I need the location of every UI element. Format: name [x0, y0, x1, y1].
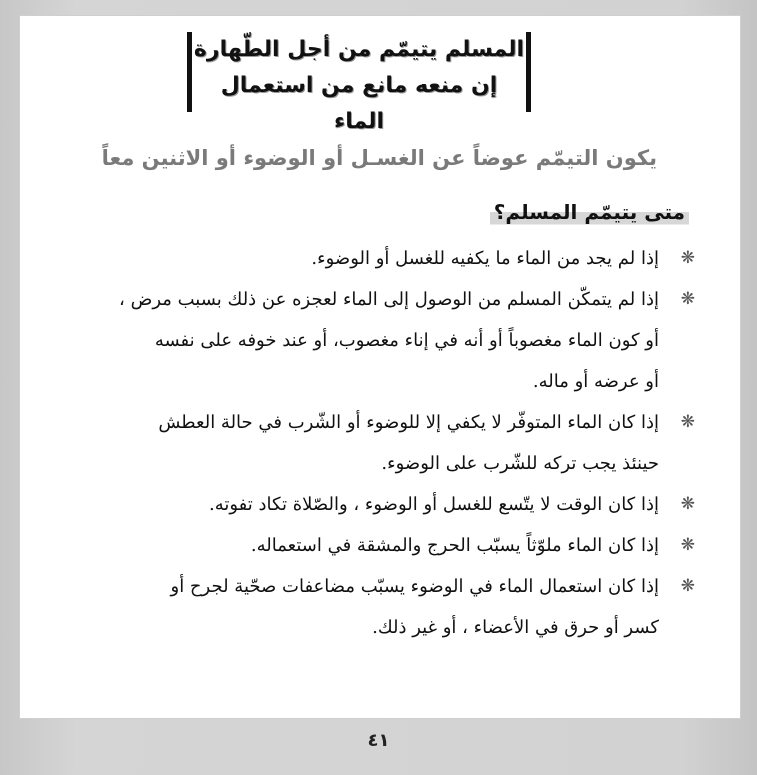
title-box — [187, 32, 531, 134]
bullet-line: إذا كان الماء المتوفّر لا يكفي إلا للوضوء أو الشّرب في حالة العطش — [158, 412, 659, 433]
bullet-star-icon: ❋ — [680, 412, 695, 432]
bullet-item — [75, 279, 695, 402]
page-number: ٤١ — [367, 730, 390, 751]
bullet-item — [75, 402, 695, 484]
subtitle: يكون التيمّم عوضاً عن الغسـل أو الوضوء أو الاثنين معاً — [101, 146, 657, 170]
bullet-star-icon: ❋ — [680, 289, 695, 309]
bullet-line: كسر أو حرق في الأعضاء ، أو غير ذلك. — [372, 617, 659, 638]
title-line-2: إن منعه مانع من استعمال الماء — [220, 73, 498, 134]
bullet-item — [75, 566, 695, 648]
bullet-star-icon: ❋ — [680, 576, 695, 596]
section-heading: متى يتيمّم المسلم؟ — [490, 194, 689, 230]
title-line-1: المسلم يتيمّم من أجل الطّهارة — [193, 37, 525, 62]
bullet-line: إذا كان الوقت لا يتّسع للغسل أو الوضوء ، والصّلاة تكاد تفوته. — [209, 494, 659, 515]
bullet-item — [75, 484, 695, 525]
bullet-line: إذا لم يجد من الماء ما يكفيه للغسل أو الوضوء. — [311, 248, 659, 269]
bullet-line: إذا لم يتمكّن المسلم من الوصول إلى الماء لعجزه عن ذلك بسبب مرض ، — [119, 289, 659, 310]
bullet-line: حينئذ يجب تركه للشّرب على الوضوء. — [381, 453, 659, 474]
bullet-line: أو عرضه أو ماله. — [532, 371, 659, 392]
bullet-star-icon: ❋ — [680, 494, 695, 514]
bullet-star-icon: ❋ — [680, 535, 695, 555]
bullet-item — [75, 525, 695, 566]
bullet-star-icon: ❋ — [680, 248, 695, 268]
bullet-item — [75, 238, 695, 279]
bullet-list — [75, 238, 695, 648]
bullet-line: إذا كان استعمال الماء في الوضوء يسبّب مضاعفات صحّية لجرح أو — [170, 576, 659, 597]
bullet-line: إذا كان الماء ملوّثاً يسبّب الحرج والمشقة في استعماله. — [250, 535, 659, 556]
bullet-line: أو كون الماء مغصوباً أو أنه في إناء مغصوب، أو عند خوفه على نفسه — [154, 330, 659, 351]
